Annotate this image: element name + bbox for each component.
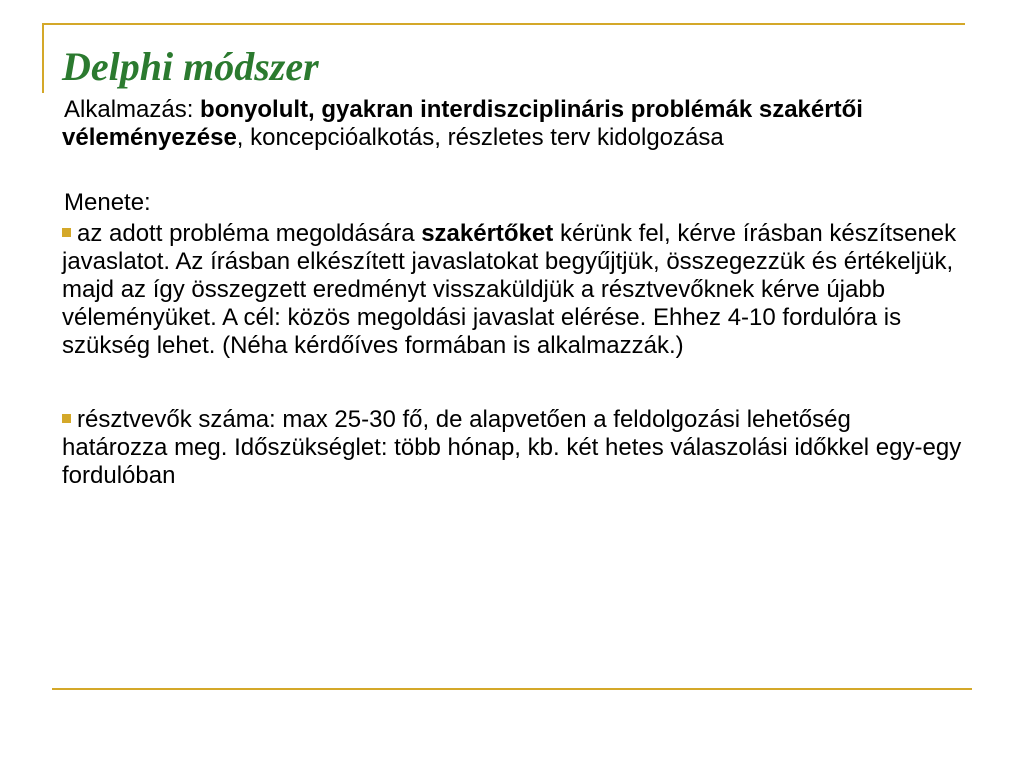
- application-label: Alkalmazás:: [64, 96, 201, 123]
- application-emphasis: bonyolult, gyakran interdiszciplináris problémák szakértői véleményezése: [62, 96, 863, 151]
- accent-line-bottom: [52, 688, 972, 690]
- accent-line-vertical: [42, 23, 44, 93]
- slide-content: [62, 96, 962, 490]
- bullet-item-participants: [62, 406, 962, 490]
- bullet-item-experts: [62, 220, 962, 360]
- application-rest: , koncepcióalkotás, részletes terv kidolgozása: [236, 124, 724, 151]
- square-bullet-icon: [62, 414, 71, 423]
- accent-line-top: [42, 23, 965, 25]
- slide-title: Delphi módszer: [62, 44, 319, 89]
- steps-heading: [62, 189, 962, 217]
- bullet-1-emphasis: szakértőket: [421, 220, 554, 247]
- bullet-2-text: résztvevők száma: max 25-30 fő, de alapvetően a feldolgozási lehetőség határozza meg. Időszükséglet: több hónap, kb. két hetes válaszolási időkkel egy-egy fordulóban: [62, 406, 962, 489]
- steps-heading-text: Menete:: [64, 189, 151, 216]
- application-paragraph: [62, 96, 962, 152]
- bullet-1-after: kérünk fel, kérve írásban készítsenek javaslatot. Az írásban elkészített javaslatokat begyűjtjük, összegezzük és értékeljük, majd az így összegzett eredményt visszaküldjük a résztvevőknek kérve újabb véleményüket. A cél: közös megoldási javaslat elérése. Ehhez 4-10 fordulóra is szükség lehet. (Néha kérdőíves formában is alkalmazzák.): [62, 220, 957, 359]
- bullet-1-before: az adott probléma megoldására: [77, 220, 422, 247]
- square-bullet-icon: [62, 228, 71, 237]
